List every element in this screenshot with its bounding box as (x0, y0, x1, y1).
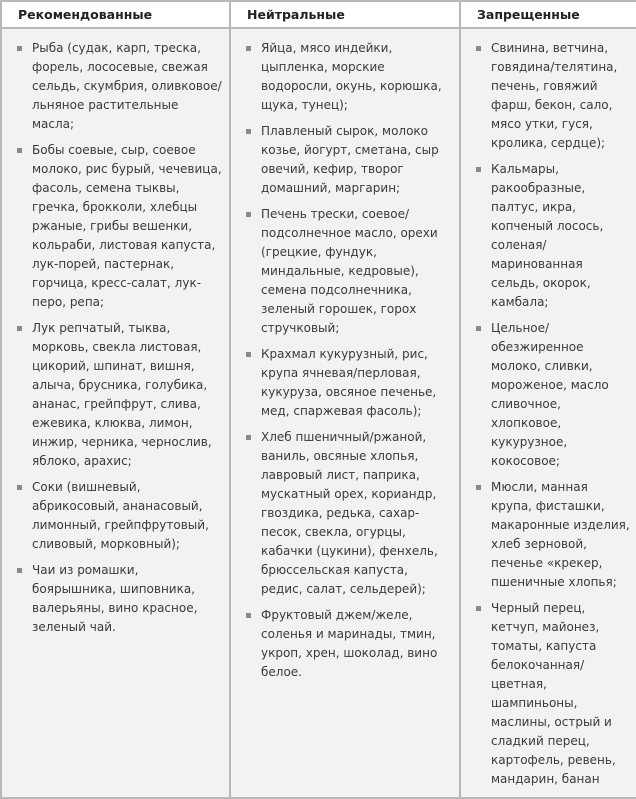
square-bullet-icon (246, 212, 251, 217)
square-bullet-icon (246, 129, 251, 134)
list-item-text: Соки (вишневый, абрикосовый, ананасовый, лимонный, грейпфрутовый, сливовый, морковный); (32, 480, 209, 551)
list-item (461, 39, 636, 153)
header-neutral: Нейтральные (230, 1, 460, 28)
list-item-text: Рыба (судак, карп, треска, форель, лососевые, свежая сельдь, скумбрия, оливковое/льняное растительные масла; (32, 41, 222, 131)
content-row (1, 28, 636, 798)
square-bullet-icon (476, 46, 481, 51)
list-item-text: Черный перец, кетчуп, майонез, томаты, капуста белокочанная/цветная, шампиньоны, маслины, острый и сладкий перец, картофель, ревень, мандарин, банан (491, 601, 616, 786)
square-bullet-icon (476, 606, 481, 611)
square-bullet-icon (476, 167, 481, 172)
list-item-text: Хлеб пшеничный/ржаной, ваниль, овсяные хлопья, лавровый лист, паприка, мускатный орех, кориандр, гвоздика, редька, сахар-песок, свекла, огурцы, кабачки (цукини), фенхель, брюссельская капуста, редис, салат, сельдерей); (261, 430, 438, 596)
square-bullet-icon (476, 326, 481, 331)
list-item (2, 319, 229, 471)
list-item-text: Свинина, ветчина, говядина/телятина, печень, говяжий фарш, бекон, сало, мясо утки, гуся, кролика, сердце); (491, 41, 618, 150)
list-item-text: Плавленый сырок, молоко козье, йогурт, сметана, сыр овечий, кефир, творог домашний, маргарин; (261, 124, 439, 195)
square-bullet-icon (246, 352, 251, 357)
square-bullet-icon (17, 148, 22, 153)
list-item-text: Печень трески, соевое/подсолнечное масло, орехи (грецкие, фундук, миндальные, кедровые), семена подсолнечника, зеленый горошек, горох стручковый; (261, 207, 438, 335)
square-bullet-icon (246, 46, 251, 51)
list-item (2, 561, 229, 637)
header-forbidden: Запрещенные (460, 1, 636, 28)
list-item-text: Кальмары, ракообразные, палтус, икра, копченый лосось, соленая/маринованная сельдь, окорок, камбала; (491, 162, 604, 309)
list-item (461, 160, 636, 312)
list-item (461, 319, 636, 471)
list-item-text: Чаи из ромашки, боярышника, шиповника, валерьяны, вино красное, зеленый чай. (32, 563, 198, 634)
header-row (1, 1, 636, 28)
list-item (2, 141, 229, 312)
header-recommended: Рекомендованные (1, 1, 230, 28)
list-item (231, 428, 459, 599)
list-item (231, 345, 459, 421)
square-bullet-icon (246, 435, 251, 440)
list-item (461, 599, 636, 789)
list-item-text: Крахмал кукурузный, рис, крупа ячневая/перловая, кукуруза, овсяное печенье, мед, спаржевая фасоль); (261, 347, 437, 418)
list-item-text: Лук репчатый, тыква, морковь, свекла листовая, цикорий, шпинат, вишня, алыча, брусника, голубика, ананас, грейпфрут, слива, ежевика, клюква, лимон, инжир, черника, чернослив, яблоко, арахис; (32, 321, 212, 468)
list-item-text: Яйца, мясо индейки, цыпленка, морские водоросли, окунь, корюшка, щука, тунец); (261, 41, 442, 112)
list-item (231, 122, 459, 198)
square-bullet-icon (17, 326, 22, 331)
recommended-list (2, 39, 229, 637)
list-item-text: Цельное/обезжиренное молоко, сливки, мороженое, масло сливочное, хлопковое, кукурузное, кокосовое; (491, 321, 609, 468)
neutral-list (231, 39, 459, 682)
square-bullet-icon (476, 485, 481, 490)
list-item (461, 478, 636, 592)
square-bullet-icon (17, 485, 22, 490)
list-item (231, 205, 459, 338)
list-item (2, 478, 229, 554)
square-bullet-icon (17, 568, 22, 573)
square-bullet-icon (246, 613, 251, 618)
column-forbidden (460, 28, 636, 798)
list-item (231, 606, 459, 682)
column-neutral (230, 28, 460, 798)
list-item-text: Фруктовый джем/желе, соленья и маринады, тмин, укроп, хрен, шоколад, вино белое. (261, 608, 438, 679)
list-item (2, 39, 229, 134)
list-item (231, 39, 459, 115)
list-item-text: Бобы соевые, сыр, соевое молоко, рис бурый, чечевица, фасоль, семена тыквы, гречка, брокколи, хлебцы ржаные, грибы вешенки, кольраби, листовая капуста, лук-порей, пастернак, горчица, кресс-салат, лук-перо, репа; (32, 143, 222, 309)
column-recommended (1, 28, 230, 798)
forbidden-list (461, 39, 636, 789)
list-item-text: Мюсли, манная крупа, фисташки, макаронные изделия, хлеб зерновой, печенье «крекер, пшеничные хлопья; (491, 480, 630, 589)
square-bullet-icon (17, 46, 22, 51)
